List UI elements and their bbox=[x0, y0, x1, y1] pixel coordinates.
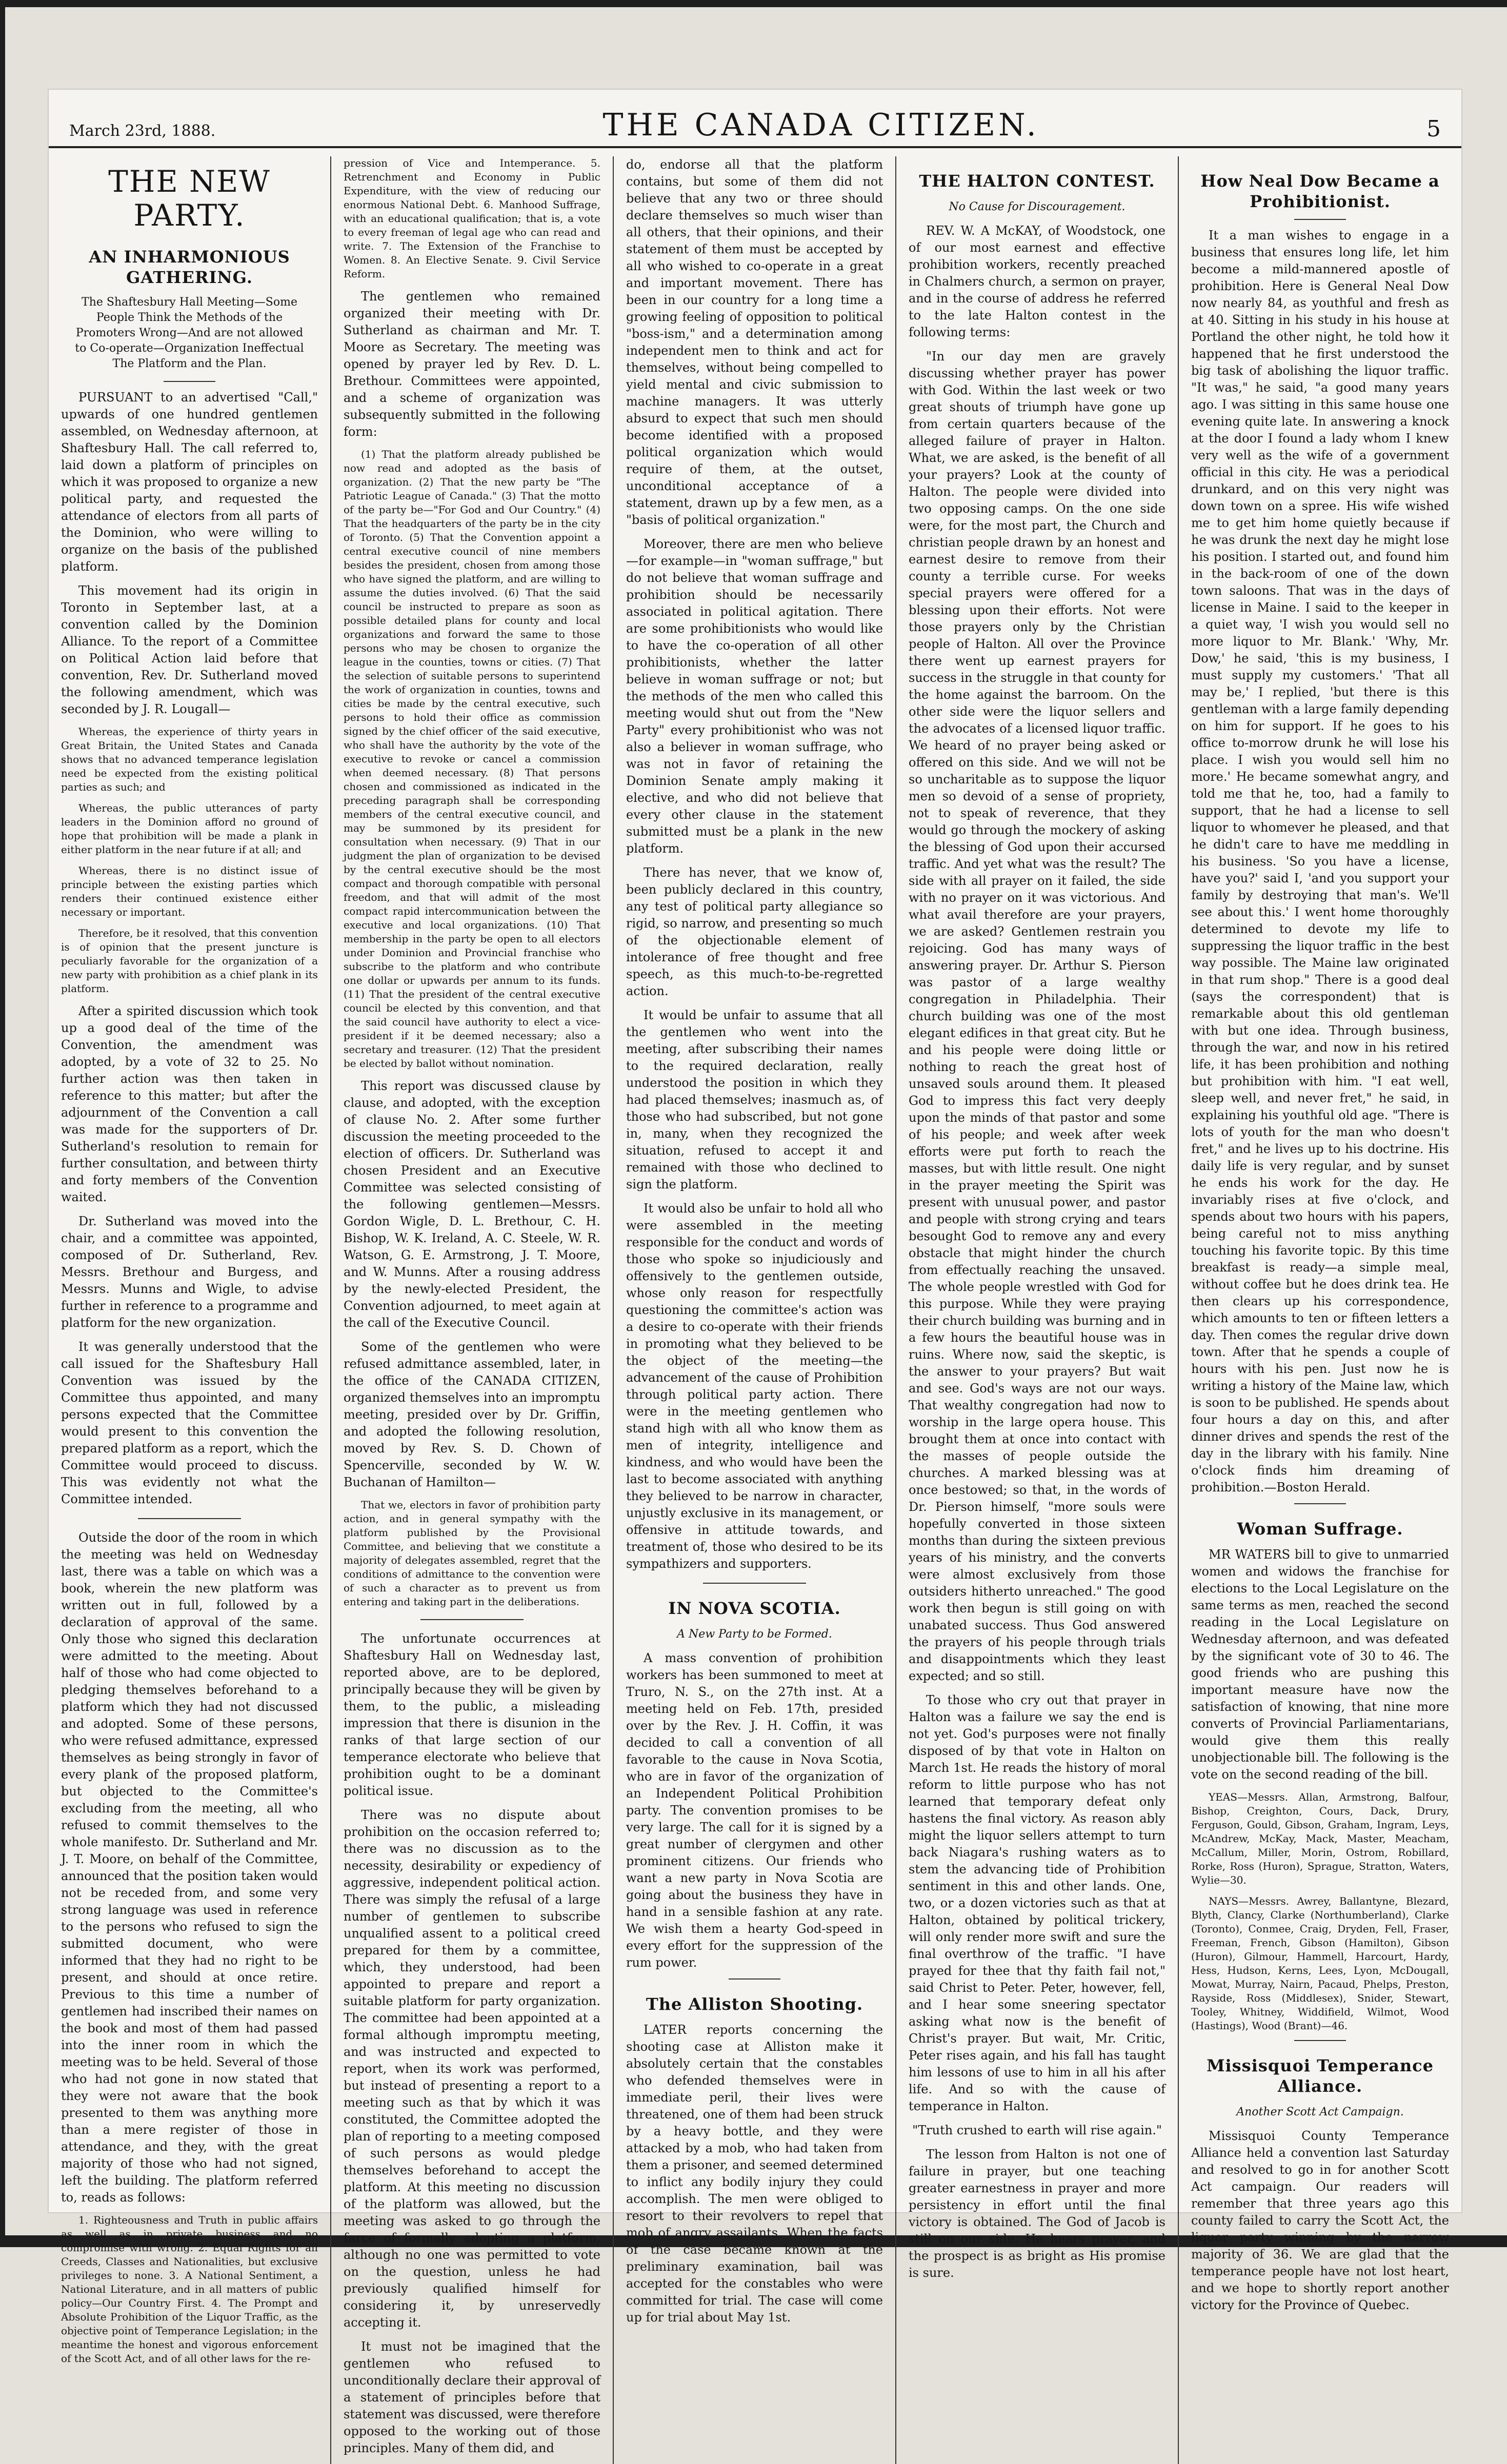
masthead bbox=[49, 90, 1461, 148]
divider bbox=[1294, 219, 1346, 220]
article-columns bbox=[49, 156, 1461, 2455]
column-4 bbox=[896, 156, 1179, 2464]
paragraph: Some of the gentlemen who were refused admittance assembled, later, in the office of the CANADA CITIZEN, organized themselves into an impromptu meeting, presided over by Dr. Griffin, and adopted the following resolution, moved by Rev. S. D. Chown of Spencerville, seconded by W. W. Buchanan of Hamilton— bbox=[344, 1340, 600, 1489]
paragraph: It would also be unfair to hold all who were assembled in the meeting responsible for the conduct and words of those who spoke so injudiciously and offensively to the gentlemen outside, whose only reason for respectfully questioning the committee's action was a desire to co-operate with their friends in promoting what they believed to be the object of the meeting—the advancement of the cause of Prohibition through political party action. There were in the meeting gentlemen who stand high with all who know them as men of integrity, intelligence and kindness, and who would have been the last to become associated with anything they believed to be narrow in character, unjustly exclusive in its management, or offensive in attitude towards, and treatment of, those who desired to be its sympathizers and supporters. bbox=[626, 1201, 883, 1571]
paragraph: Dr. Sutherland was moved into the chair, and a committee was appointed, composed of Dr. Sutherland, Rev. Messrs. Brethour and Burgess, and Messrs. Munns and Wigle, to advise further in reference to a programme and platform for the new organization. bbox=[61, 1214, 318, 1330]
divider bbox=[1294, 1503, 1346, 1504]
divider bbox=[1294, 2040, 1346, 2041]
column-3 bbox=[614, 156, 896, 2464]
paragraph: Therefore, be it resolved, that this convention is of opinion that the present juncture is peculiarly favorable for the organization of a new party with prohibition as a chief plank in its platform. bbox=[61, 927, 318, 995]
paragraph: (1) That the platform already published be now read and adopted as the basis of organization. (2) That the new party be "The Patriotic League of Canada." (3) That the motto of the party be—"For God and Our Country." (4) That the headquarters of the party be in the city of Toronto. (5) That the Convention appoint a central executive council of nine members besides the president, chosen from among those who have signed the platform, and are willing to assume the duties involved. (6) That the said council be instructed to prepare as soon as possible detailed plans for county and local organizations and forward the same to those persons who may be chosen to organize the league in the counties, towns or cities. (7) That the selection of suitable persons to superintend the work of organization in counties, towns and cities be made by the central executive, such persons to hold their office as commission signed by the chief officer of the said executive, who shall have the authority by the vote of the executive to revoke or cancel a commission when deemed necessary. (8) That persons chosen and commissioned as indicated in the preceding paragraph shall be corresponding members of the central executive council, and may be summoned by its president for consultation when necessary. (9) That in our judgment the plan of organization to be devised by the central executive should be the most compact and thorough compatible with personal freedom, and that will admit of the most compact rapid intercommunication between the executive and local organizations. (10) That membership in the party be open to all electors under Dominion and Provincial franchise who subscribe to the platform and who contribute one dollar or upwards per annum to its funds. (11) That the president of the central executive council be elected by this convention, and that the said council have authority to elect a vice-president if it be deemed necessary; also a secretary and treasurer. (12) That the president be elected by ballot without nomination. bbox=[344, 448, 600, 1069]
divider bbox=[420, 1619, 523, 1620]
new-party-subhead: AN INHARMONIOUS GATHERING. bbox=[89, 247, 290, 287]
divider bbox=[729, 1978, 780, 1980]
paragraph: There was no dispute about prohibition on the occasion referred to; there was no discussion as to the necessity, desirability or expediency of aggressive, independent political action. There was simply the refusal of a large number of gentlemen to subscribe unqualified assent to a political creed prepared for them by a committee, which, they understood, had been appointed to prepare and report a suitable platform for party organization. The committee had been appointed at a formal although impromptu meeting, and was instructed and expected to report, when its work was performed, but instead of presenting a report to a meeting such as that by which it was constituted, the Committee adopted the plan of reporting to a meeting composed of such persons as would pledge themselves beforehand to accept the platform. At this meeting no discussion of the platform was allowed, but the meeting was asked to go through the farce of formally adopting a platform, although no one was permitted to vote on the question, unless he had previously qualified himself for considering it, by unreservedly accepting it. bbox=[344, 1808, 600, 2330]
paragraph: REV. W. A McKAY, of Woodstock, one of our most earnest and effective prohibition workers, recently preached in Chalmers church, a sermon on prayer, and in the course of address he referred to the late Halton contest in the following terms: bbox=[909, 224, 1166, 339]
paragraph: pression of Vice and Intemperance. 5. Retrenchment and Economy in Public Expenditure, with the view of reducing our enormous National Debt. 6. Manhood Suffrage, with an educational qualification; that is, a vote to every freeman of legal age who can read and write. 7. The Extension of the Franchise to Women. 8. An Elective Senate. 9. Civil Service Reform. bbox=[344, 157, 600, 280]
paragraph: This report was discussed clause by clause, and adopted, with the exception of clause No. 2. After some further discussion the meeting proceeded to the election of officers. Dr. Sutherland was chosen President and an Executive Committee was selected consisting of the following gentlemen—Messrs. Gordon Wigle, D. L. Brethour, C. H. Bishop, W. K. Ireland, A. C. Steele, W. R. Watson, G. E. Armstrong, J. T. Moore, and W. Munns. After a rousing address by the newly-elected President, the Convention adjourned, to meet again at the call of the Executive Council. bbox=[344, 1079, 600, 1330]
paragraph: MR WATERS bill to give to unmarried women and widows the franchise for elections to the Local Legislature on the same terms as men, reached the second reading in the Local Legislature on Wednesday afternoon, and was defeated by the significant vote of 30 to 46. The good friends who are pushing this important measure have now the satisfaction of knowing, that nine more converts of Provincial Parliamentarians, would give them this really unobjectionable bill. The following is the vote on the second reading of the bill. bbox=[1191, 1547, 1449, 1782]
new-party-deck: The Shaftesbury Hall Meeting—Some People Think the Methods of the Promoters Wrong—And are not allowed to Co-operate—Organization Ineffectual The Platform and the Plan. bbox=[75, 296, 304, 370]
page-number: 5 bbox=[1426, 116, 1441, 142]
paragraph: "In our day men are gravely discussing whether prayer has power with God. Within the last week or two great shouts of triumph have gone up from certain quarters because of the alleged failure of prayer in Halton. What, we are asked, is the benefit of all your prayers? Look at the county of Halton. The people were divided into two opposing camps. On the one side were, for the most part, the Church and christian people drawn by an honest and earnest desire to remove from their county a terrible curse. For weeks special prayers were offered for a blessing upon their efforts. Not were those prayers only by the Christian people of Halton. All over the Province there went up earnest prayers for success in the struggle in that county for the home against the barroom. On the other side were the liquor sellers and the advocates of a licensed liquor traffic. We heard of no prayer being asked or offered on this side. And we will not be so uncharitable as to suppose the liquor men so devoid of a sense of propriety, not to speak of reverence, that they would go through the mockery of asking the blessing of God upon their accursed traffic. And yet what was the result? The side with all prayer on it failed, the side with no prayer on it was victorious. And what avail therefore are your prayers, we are asked? Gentlemen restrain you rejoicing. God has many ways of answering prayer. Dr. Arthur S. Pierson was pastor of a large wealthy congregation in Philadelphia. Their church building was one of the most elegant edifices in that great city. But he and his people were doing little or nothing to reach the great host of unsaved souls around them. It pleased God to impress this fact very deeply upon the minds of that pastor and some of his people; and week after week efforts were put forth to reach the masses, but with little result. One night in the prayer meeting the Spirit was present with unusual power, and pastor and people with strong crying and tears besought God to remove any and every obstacle that might hinder the church from effectually reaching the unsaved. The whole people wrestled with God for this purpose. While they were praying their church building was burning and in a few hours the beautiful house was in ruins. Where now, said the skeptic, is the answer to your prayers? But wait and see. God's ways are not our ways. That wealthy congregation had now to worship in the large opera house. This brought them at once into contact with the masses of people outside the churches. A marked blessing was at once bestowed; so that, in the words of Dr. Pierson himself, "more souls were hopefully converted in those sixteen months than during the sixteen previous years of his ministry, and the converts were almost exclusively from those outsiders hitherto unreached." The good work then begun is still going on with unabated success. Thus God answered the prayers of his people through trials and disappointments which they least expected; and so still. bbox=[909, 349, 1166, 1683]
paragraph: The unfortunate occurrences at Shaftesbury Hall on Wednesday last, reported above, are to be deplored, principally because they will be given by them, to the public, a misleading impression that there is disunion in the ranks of that large section of our temperance electorate who believe that prohibition ought to be a dominant political issue. bbox=[344, 1631, 600, 1798]
divider bbox=[703, 1583, 806, 1584]
nova-scotia-kicker: A New Party to be Formed. bbox=[677, 1628, 832, 1641]
paragraph: It a man wishes to engage in a business that ensures long life, let him become a mild-mannered apostle of prohibition. Here is General Neal Dow now nearly 84, as youthful and fresh as at 40. Sitting in his study in his house at Portland the other night, he told how it happened that he first understood the big task of abolishing the liquor traffic. "It was," he said, "a good many years ago. I was sitting in this same house one evening quite late. In answering a knock at the door I found a lady whom I knew very well as the wife of a government official in this city. He was a periodical drunkard, and on this very night was down town on a spree. His wife wished me to get him home quietly because if he was drunk the next day he might lose his position. I started out, and found him in the back-room of one of the down town saloons. That was in the days of license in Maine. I said to the keeper in a quiet way, 'I wish you would sell no more liquor to Mr. Blank.' 'Why, Mr. Dow,' he said, 'this is my business, I must supply my customers.' 'That all may be,' I replied, 'but there is this gentleman with a large family depending on him for support. If he goes to his office to-morrow drunk he will lose his place. I wish you would sell him no more.' He became somewhat angry, and told me that he, too, had a family to support, that he had a license to sell liquor to whomever he pleased, and that he didn't care to have me meddling in his business. 'So you have a license, have you?' said I, 'and you support your family by destroying that man's. We'll see about this.' I went home thoroughly determined to devote my life to suppressing the liquor traffic in the best way possible. The Maine law originated in that rum shop." There is a good deal (says the correspondent) that is remarkable about this old gentleman with but one idea. Through business, through the war, and now in his retired life, it has been prohibition and nothing but prohibition with him. "I eat well, sleep well, and never fret," he said, in explaining his youthful old age. "There is lots of youth for the man who doesn't fret," and he lives up to his doctrine. His daily life is very regular, and by sunset he ends his work for the day. He invariably rises at five o'clock, and spends about two hours with his papers, being careful not to miss anything touching his favorite topic. By this time breakfast is ready—a simple meal, without coffee but he does drink tea. He then clears up his correspondence, which amounts to ten or fifteen letters a day. Then comes the regular drive down town. After that he spends a couple of hours with his pen. Just now he is writing a history of the Maine law, which is soon to be published. He spends about four hours a day on this, and after dinner drives and spends the rest of the day in the library with his family. Nine o'clock finds him dreaming of prohibition.—Boston Herald. bbox=[1191, 228, 1449, 1494]
paragraph: It would be unfair to assume that all the gentlemen who went into the meeting, after subscribing their names to the required declaration, really understood the position in which they had placed themselves; inasmuch as, of those who had subscribed, but not gone in, many, when they recognized the situation, refused to accept it and remained with those who declined to sign the platform. bbox=[626, 1008, 883, 1191]
paragraph: do, endorse all that the platform contains, but some of them did not believe that any two or three should declare themselves so much wiser than all others, that their opinions, and their statement of them must be accepted by all who wished to co-operate in a great and important movement. There has been in our country for a long time a growing feeling of opposition to political "boss-ism," and a determination among independent men to think and act for themselves, without being compelled to yield mental and civic submission to machine managers. It was utterly absurd to expect that such men should become identified with a proposed political organization which would require of them, at the outset, unconditional acceptance of a statement, drawn up by a few men, as a "basis of political organization." bbox=[626, 157, 883, 527]
halton-headline: THE HALTON CONTEST. bbox=[919, 171, 1155, 191]
newspaper-title: THE CANADA CITIZEN. bbox=[602, 107, 1039, 143]
scan-edge-top bbox=[0, 0, 1507, 7]
halton-kicker: No Cause for Discouragement. bbox=[949, 200, 1126, 213]
paragraph: There has never, that we know of, been publicly declared in this country, any test of political party allegiance so rigid, so narrow, and presenting so much of the objectionable element of intolerance of free thought and free speech, as this much-to-be-regretted action. bbox=[626, 865, 883, 998]
vote-yeas: YEAS—Messrs. Allan, Armstrong, Balfour, Bishop, Creighton, Cours, Dack, Drury, Ferguson, Gould, Gibson, Graham, Ingram, Leys, McAndrew, McKay, Mack, Master, Meacham, McCallum, Miller, Morin, Ostrom, Robillard, Rorke, Ross (Huron), Sprague, Stratton, Waters, Wylie—30. bbox=[1191, 1791, 1449, 1886]
paragraph: Whereas, there is no distinct issue of principle between the existing parties which renders their continued existence either necessary or important. bbox=[61, 864, 318, 918]
paragraph: Whereas, the experience of thirty years in Great Britain, the United States and Canada shows that no advanced temperance legislation need be expected from the existing political parties as such; and bbox=[61, 725, 318, 793]
paragraph: This movement had its origin in Toronto in September last, at a convention called by the Dominion Alliance. To the report of a Committee on Political Action laid before that convention, Rev. Dr. Sutherland moved the following amendment, which was seconded by J. R. Lougall— bbox=[61, 583, 318, 716]
paragraph: Outside the door of the room in which the meeting was held on Wednesday last, there was a table on which was a book, wherein the new platform was written out in full, followed by a declaration of approval of the same. Only those who signed this declaration were admitted to the meeting. About half of those who had come objected to pledging themselves beforehand to a platform which they had not discussed and adopted. Some of these persons, who were refused admittance, expressed themselves as being strongly in favor of every plank of the proposed platform, but objected to the Committee's excluding from the meeting, all who refused to commit themselves to the whole manifesto. Dr. Sutherland and Mr. J. T. Moore, on behalf of the Committee, announced that the position taken would not be receded from, and some very strong language was used in reference to the persons who refused to sign the submitted document, who were informed that they had no right to be present, and should at once retire. Previous to this time a number of gentlemen had inscribed their names on the book and most of them had passed into the inner room in which the meeting was to be held. Several of those who had not gone in now stated that they were not aware that the book presented to them was anything more than a mere register of those in attendance, and they, with the great majority of those who had not signed, left the building. The platform referred to, reads as follows: bbox=[61, 1530, 318, 2205]
nova-scotia-headline: IN NOVA SCOTIA. bbox=[668, 1599, 841, 1618]
paragraph: The lesson from Halton is not one of failure in prayer, but one teaching greater earnestness in prayer and more persistency in effort until the final victory is obtained. The God of Jacob is still on our side. He hears prayer, and the prospect is as bright as His promise is sure. bbox=[909, 2147, 1166, 2280]
paragraph: That we, electors in favor of prohibition party action, and in general sympathy with the platform published by the Provisional Committee, and believing that we constitute a majority of delegates assembled, regret that the conditions of admittance to the convention were of such a character as to prevent us from entering and taking part in the deliberations. bbox=[344, 1499, 600, 1608]
alliston-headline: The Alliston Shooting. bbox=[646, 1994, 863, 2014]
column-2 bbox=[331, 156, 614, 2464]
paragraph: 1. Righteousness and Truth in public affairs as well as in private business and no compromise with wrong. 2. Equal Rights for all Creeds, Classes and Nationalities, but exclusive privileges to none. 3. A National Sentiment, a National Literature, and in all matters of public policy—Our Country First. 4. The Prompt and Absolute Prohibition of the Liquor Traffic, as the objective point of Temperance Legislation; in the meantime the honest and vigorous enforcement of the Scott Act, and of all other laws for the re- bbox=[61, 2214, 318, 2365]
missisquoi-headline: Missisquoi Temperance Alliance. bbox=[1207, 2056, 1434, 2096]
column-5 bbox=[1179, 156, 1461, 2464]
paragraph: Moreover, there are men who believe —for example—in "woman suffrage," but do not believe that woman suffrage and prohibition should be necessarily associated in political agitation. There are some prohibitionists who would like to have the co-operation of all other prohibitionists, whether the latter believe in woman suffrage or not; but the methods of the men who called this meeting would shut out from the "New Party" every prohibitionist who was not also a believer in woman suffrage, who was not in favor of retaining the Dominion Senate amply making it elective, and who did not believe that every other clause in the statement submitted must be a plank in the new platform. bbox=[626, 537, 883, 856]
paragraph: A mass convention of prohibition workers has been summoned to meet at Truro, N. S., on the 27th inst. At a meeting held on Feb. 17th, presided over by the Rev. J. H. Coffin, it was decided to call a convention of all favorable to the cause in Nova Scotia, who are in favor of the organization of an Independent Political Prohibition party. The convention promises to be very large. The call for it is signed by a great number of clergymen and other prominent citizens. Our friends who want a new party in Nova Scotia are going about the business they have in hand in a sensible fashion at any rate. We wish them a hearty God-speed in every effort for the suppression of the rum power. bbox=[626, 1651, 883, 1970]
paragraph: Missisquoi County Temperance Alliance held a convention last Saturday and resolved to go in for another Scott Act campaign. Our readers will remember that three years ago this county failed to carry the Scott Act, the liquor party winning by the narrow majority of 36. We are glad that the temperance people have not lost heart, and we hope to shortly report another victory for the Province of Quebec. bbox=[1191, 2129, 1449, 2312]
woman-suffrage-headline: Woman Suffrage. bbox=[1237, 1519, 1403, 1539]
paragraph: It must not be imagined that the gentlemen who refused to unconditionally declare their approval of a statement of principles before that statement was discussed, were therefore opposed to the working out of those principles. Many of them did, and bbox=[344, 2339, 600, 2455]
missisquoi-kicker: Another Scott Act Campaign. bbox=[1236, 2106, 1404, 2118]
paragraph: To those who cry out that prayer in Halton was a failure we say the end is not yet. God's purposes were not finally disposed of by that vote in Halton on March 1st. He reads the history of moral reform to little purpose who has not learned that temporary defeat only hastens the final victory. As reason ably might the liquor sellers attempt to turn back Niagara's rushing waters as to stem the advancing tide of Prohibition sentiment in this and other lands. One, two, or a dozen victories such as that at Halton, obtained by political trickery, will only render more swift and sure the final overthrow of the traffic. "I have prayed for thee that thy faith fail not," said Christ to Peter. Peter, however, fell, and I hear some sneering spectator asking what now is the benefit of Christ's prayer. But wait, Mr. Critic, Peter rises again, and his fall has taught him lessons of use to him in all his after life. And so with the cause of temperance in Halton. bbox=[909, 1693, 1166, 2113]
newspaper-page bbox=[49, 90, 1461, 2455]
vote-nays: NAYS—Messrs. Awrey, Ballantyne, Blezard, Blyth, Clancy, Clarke (Northumberland), Clarke (Toronto), Conmee, Craig, Dryden, Fell, Fraser, Freeman, French, Gibson (Hamilton), Gibson (Huron), Gilmour, Hammell, Harcourt, Hardy, Hess, Hudson, Kerns, Lees, Lyon, McDougall, Mowat, Murray, Nairn, Pacaud, Phelps, Preston, Rayside, Ross (Middlesex), Snider, Stewart, Tooley, Whitney, Widdifield, Wilmot, Wood (Hastings), Wood (Brant)—46. bbox=[1191, 1895, 1449, 2032]
divider bbox=[138, 1518, 240, 1519]
scan-edge-left bbox=[0, 0, 5, 2247]
paragraph: PURSUANT to an advertised "Call," upwards of one hundred gentlemen assembled, on Wednesday afternoon, at Shaftesbury Hall. The call referred to, laid down a platform of principles on which it was proposed to organize a new political party, and requested the attendance of electors from all parts of the Dominion, who were willing to organize on the basis of the published platform. bbox=[61, 390, 318, 574]
divider bbox=[164, 381, 215, 382]
paragraph: The gentlemen who remained organized their meeting with Dr. Sutherland as chairman and Mr. T. Moore as Secretary. The meeting was opened by prayer led by Rev. D. L. Brethour. Committees were appointed, and a scheme of organization was subsequently submitted in the following form: bbox=[344, 289, 600, 439]
paragraph: "Truth crushed to earth will rise again." bbox=[912, 2123, 1162, 2137]
neal-dow-headline: How Neal Dow Became a Prohibitionist. bbox=[1200, 171, 1440, 211]
issue-date: March 23rd, 1888. bbox=[69, 122, 216, 140]
paragraph: LATER reports concerning the shooting case at Alliston make it absolutely certain that the constables who defended themselves were in immediate peril, their lives were threatened, one of them had been struck by a heavy bottle, and they were attacked by a mob, who had taken from them a prisoner, and seemed determined to inflict any bodily injury they could accomplish. The men were obliged to resort to their revolvers to repel that mob of angry assailants. When the facts of the case became known at the preliminary examination, bail was accepted for the constables who were committed for trial. The case will come up for trial about May 1st. bbox=[626, 2023, 883, 2325]
paragraph: Whereas, the public utterances of party leaders in the Dominion afford no ground of hope that prohibition will be made a plank in either platform in the near future if at all; and bbox=[61, 802, 318, 856]
new-party-headline: THE NEW PARTY. bbox=[108, 164, 271, 233]
paragraph: After a spirited discussion which took up a good deal of the time of the Convention, the amendment was adopted, by a vote of 32 to 25. No further action was then taken in reference to this matter; but after the adjournment of the Convention a call was made for the supporters of Dr. Sutherland's resolution to remain for further consultation, and between thirty and forty members of the Convention waited. bbox=[61, 1004, 318, 1204]
paragraph: It was generally understood that the call issued for the Shaftesbury Hall Convention was issued by the Committee thus appointed, and many persons expected that the Committee would present to this convention the prepared platform as a report, which the Committee would proceed to discuss. This was evidently not what the Committee intended. bbox=[61, 1340, 318, 1506]
column-1 bbox=[49, 156, 331, 2464]
